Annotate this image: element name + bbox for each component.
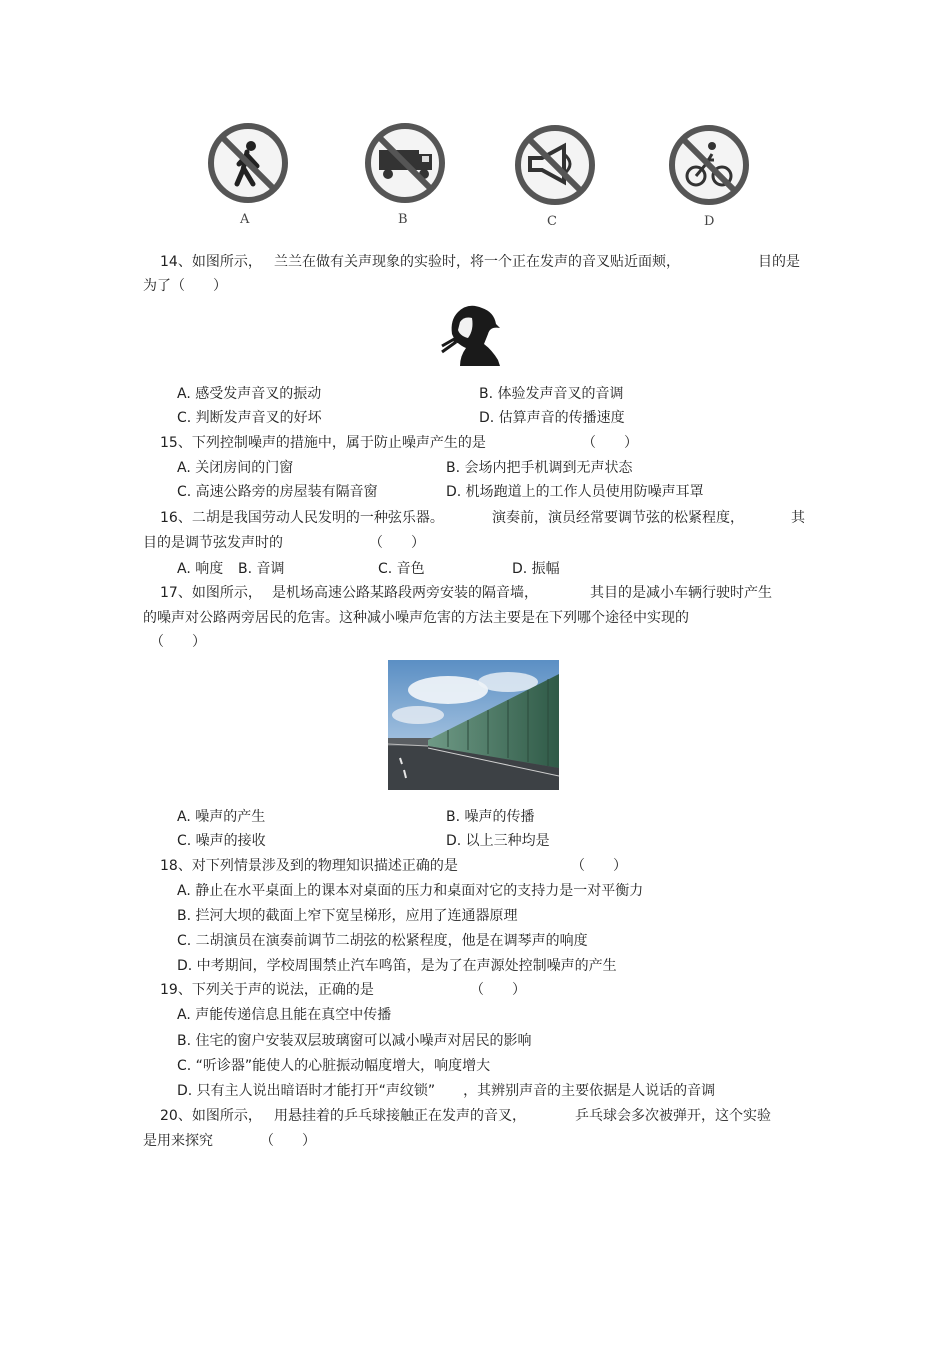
q16-stem-part1: 16、二胡是我国劳动人民发明的一种弦乐器。: [160, 510, 444, 526]
q19-option-b: B. 住宅的窗户安装双层玻璃窗可以减小噪声对居民的影响: [177, 1033, 532, 1049]
q15-option-c: C. 高速公路旁的房屋装有隔音窗: [177, 484, 378, 500]
q14-stem-part3: 目的是: [758, 254, 800, 270]
q18-option-b: B. 拦河大坝的截面上窄下宽呈梯形，应用了连通器原理: [177, 908, 518, 924]
q19-option-a: A. 声能传递信息且能在真空中传播: [177, 1007, 392, 1023]
q15-stem: 15、下列控制噪声的措施中，属于防止噪声产生的是: [160, 435, 486, 451]
q15-option-b: B. 会场内把手机调到无声状态: [446, 460, 633, 476]
q17-option-b: B. 噪声的传播: [446, 809, 535, 825]
q19-stem: 19、下列关于声的说法，正确的是: [160, 982, 374, 998]
q19-option-d: D. 只有主人说出暗语时才能打开“声纹锁” ，其辨别声音的主要依据是人说话的音调: [177, 1083, 716, 1099]
q20-answer-paren: （ ）: [260, 1133, 316, 1149]
tuning-fork-girl-figure: [438, 300, 504, 368]
sign-caption: D: [704, 214, 715, 229]
q14-option-a: A. 感受发声音叉的振动: [177, 386, 322, 402]
q18-option-c: C. 二胡演员在演奏前调节二胡弦的松紧程度，他是在调琴声的响度: [177, 933, 588, 949]
q16-stem-part2: 演奏前，演员经常要调节弦的松紧程度，: [492, 510, 744, 526]
q16-answer-paren: （ ）: [369, 535, 425, 551]
q20-stem-part3: 乒乓球会多次被弹开，这个实验: [575, 1108, 771, 1124]
q18-option-d: D. 中考期间，学校周围禁止汽车鸣笛，是为了在声源处控制噪声的产生: [177, 958, 617, 974]
q14-stem-part1: 14、如图所示，: [160, 254, 262, 270]
q17-answer-paren: （ ）: [150, 634, 206, 650]
sign-caption: C: [547, 214, 557, 229]
q14-stem-line2: 为了（ ）: [143, 278, 227, 294]
q16-stem-part3: 其: [791, 510, 805, 526]
q17-stem-part1: 17、如图所示，: [160, 585, 262, 601]
no-pedestrian-icon: [207, 122, 289, 204]
q17-option-a: A. 噪声的产生: [177, 809, 266, 825]
q16-option-d: D. 振幅: [512, 561, 560, 577]
q17-stem-part2: 是机场高速公路某路段两旁安装的隔音墙，: [272, 585, 538, 601]
q20-stem-part2: 用悬挂着的乒乓球接触正在发声的音叉，: [274, 1108, 526, 1124]
no-horn-icon: [514, 124, 596, 206]
q14-option-d: D. 估算声音的传播速度: [479, 410, 625, 426]
q15-option-d: D. 机场跑道上的工作人员使用防噪声耳罩: [446, 484, 704, 500]
sign-caption: B: [398, 212, 408, 227]
q18-answer-paren: （ ）: [571, 858, 627, 874]
no-bicycle-icon: [668, 124, 750, 206]
q16-stem-line2: 目的是调节弦发声时的: [143, 535, 283, 551]
q17-option-c: C. 噪声的接收: [177, 833, 266, 849]
q19-option-c: C. “听诊器”能使人的心脏振动幅度增大，响度增大: [177, 1058, 491, 1074]
q20-stem-part1: 20、如图所示，: [160, 1108, 262, 1124]
q16-option-b: B. 音调: [238, 561, 285, 577]
sign-caption: A: [240, 212, 250, 227]
q18-stem: 18、对下列情景涉及到的物理知识描述正确的是: [160, 858, 458, 874]
q17-stem-part3: 其目的是减小车辆行驶时产生: [590, 585, 772, 601]
q15-option-a: A. 关闭房间的门窗: [177, 460, 294, 476]
no-truck-icon: [364, 122, 446, 204]
q16-option-c: C. 音色: [378, 561, 425, 577]
sound-barrier-photo: [388, 660, 559, 790]
q15-answer-paren: （ ）: [582, 435, 638, 451]
q18-option-a: A. 静止在水平桌面上的课本对桌面的压力和桌面对它的支持力是一对平衡力: [177, 883, 644, 899]
q17-option-d: D. 以上三种均是: [446, 833, 550, 849]
q19-answer-paren: （ ）: [470, 982, 526, 998]
q17-stem-line2: 的噪声对公路两旁居民的危害。这种减小噪声危害的方法主要是在下列哪个途径中实现的: [143, 610, 689, 626]
q14-option-c: C. 判断发声音叉的好坏: [177, 410, 322, 426]
q14-option-b: B. 体验发声音叉的音调: [479, 386, 624, 402]
q16-option-a: A. 响度: [177, 561, 224, 577]
q14-stem-part2: 兰兰在做有关声现象的实验时，将一个正在发声的音叉贴近面颊，: [274, 254, 680, 270]
q20-stem-line2: 是用来探究: [143, 1133, 213, 1149]
